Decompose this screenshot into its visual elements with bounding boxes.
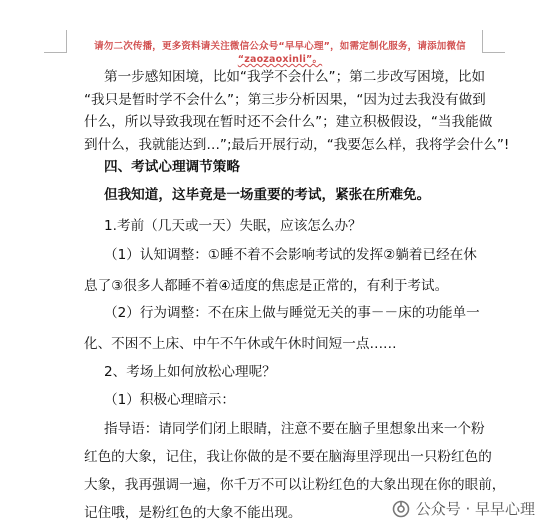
intro-line: 什么，所以导致我现在暂时还不会什么”；建立积极假设，“当我能做: [84, 114, 493, 130]
section-heading: 四、考试心理调节策略: [104, 159, 240, 175]
positive-suggestion-heading: （1）积极心理暗示：: [104, 392, 235, 408]
header-note: [60, 40, 500, 66]
cognitive-adjustment-paragraph: [84, 240, 504, 302]
paragraph-line: 记住哦，是粉红色的大象不能出现。: [84, 505, 302, 521]
header-wechat-id: “zaozaoxinli”。: [237, 54, 323, 65]
intro-line: “我只是暂时学不会什么”；第三步分析因果，“因为过去我没有做到: [84, 91, 486, 108]
section-bold-statement: 但我知道，这毕竟是一场重要的考试，紧张在所难免。: [104, 187, 431, 203]
watermark-text: 公众号 · 早早心理: [415, 500, 535, 518]
wechat-official-account-icon: [392, 500, 410, 518]
header-note-text: 请勿二次传播，更多资料请关注微信公众号“早早心理”，如需定制化服务，请添加微信: [94, 41, 466, 52]
intro-line: 到什么，我就能达到…”;最后开展行动，“我要怎么样，我将学会什么”!: [84, 136, 510, 153]
paragraph-line: （1）认知调整：①睡不着不会影响考试的发挥②躺着已经在休: [104, 247, 477, 263]
paragraph-line: 化、不困不上床、中午不午休或午休时间短一点……: [84, 336, 397, 352]
paragraph-line: 红色的大象，记住，我让你做的是不要在脑海里浮现出一只粉红色的: [84, 449, 492, 465]
question-2-title: 2、考场上如何放松心理呢？: [104, 364, 276, 380]
intro-paragraph: [84, 66, 510, 156]
behavior-adjustment-paragraph: [84, 298, 504, 360]
paragraph-line: （2）行为调整：不在床上做与睡觉无关的事－－床的功能单一: [104, 305, 480, 321]
paragraph-line: 大象，我再强调一遍，你千万不可以让粉红色的大象出现在你的眼前，: [84, 477, 506, 493]
intro-line: 第一步感知困境，比如“我学不会什么”；第二步改写困境，比如: [104, 69, 486, 85]
question-1-title: 1.考前（几天或一天）失眠，应该怎么办？: [104, 218, 362, 234]
wechat-watermark: [392, 498, 535, 519]
paragraph-line: 息了③很多人都睡不着④适度的焦虑是正常的，有利于考试。: [84, 278, 449, 294]
paragraph-line: 指导语：请同学们闭上眼睛，注意不要在脑子里想象出来一个粉: [104, 421, 485, 437]
